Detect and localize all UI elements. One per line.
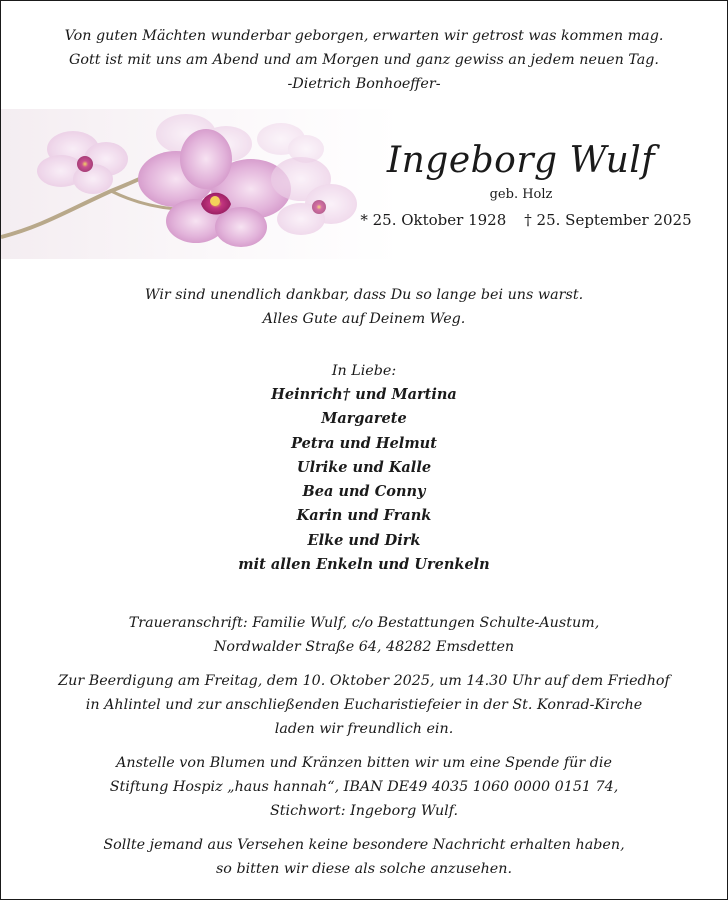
family-list [1, 383, 727, 577]
mourning-address [1, 611, 727, 659]
funeral-info [1, 669, 727, 741]
notice-line-2: so bitten wir diese als solche anzusehen. [215, 861, 513, 877]
family-member: Karin und Frank [296, 507, 432, 525]
address-line-1: Traueranschrift: Familie Wulf, c/o Bestattungen Schulte-Austum, [128, 615, 600, 631]
life-dates [341, 209, 711, 231]
family-member: Petra und Helmut [291, 434, 437, 452]
funeral-line-1: Zur Beerdigung am Freitag, dem 10. Oktober 2025, um 14.30 Uhr auf dem Friedhof [58, 673, 670, 689]
deceased-name: Ingeborg Wulf [386, 140, 656, 181]
donation-line-1: Anstelle von Blumen und Kränzen bitten wir um eine Spende für die [116, 755, 612, 771]
donation-line-2: Stiftung Hospiz „haus hannah“, IBAN DE49 4035 1060 0000 0151 74, [109, 779, 619, 795]
address-line-2: Nordwalder Straße 64, 48282 Emsdetten [213, 639, 515, 655]
funeral-line-2: in Ahlintel und zur anschließenden Eucharistiefeier in der St. Konrad-Kirche [85, 697, 643, 713]
bonhoeffer-quote [1, 24, 727, 96]
donation-info [1, 751, 727, 823]
family-member: Heinrich† und Martina [271, 386, 457, 403]
thanks-text [1, 283, 727, 331]
notice-line-1: Sollte jemand aus Versehen keine besondere Nachricht erhalten haben, [103, 837, 625, 853]
maiden-name: geb. Holz [489, 187, 553, 202]
thanks-line-2: Alles Gute auf Deinem Weg. [262, 311, 466, 327]
donation-line-3: Stichwort: Ingeborg Wulf. [269, 803, 459, 819]
quote-line-2: Gott ist mit uns am Abend und am Morgen und ganz gewiss an jedem neuen Tag. [69, 52, 659, 68]
notification-note [1, 833, 727, 881]
family-member: Margarete [321, 410, 407, 428]
thanks-line-1: Wir sind unendlich dankbar, dass Du so lange bei uns warst. [144, 287, 584, 303]
orchid-banner [1, 109, 727, 259]
family-member: Ulrike und Kalle [296, 458, 432, 476]
orchid-branch-image [1, 109, 401, 259]
quote-line-1: Von guten Mächten wunderbar geborgen, erwarten wir getrost was kommen mag. [64, 28, 664, 44]
in-love-label: In Liebe: [331, 363, 397, 379]
birth-date: * 25. Oktober 1928 [360, 211, 507, 229]
family-member: mit allen Enkeln und Urenkeln [238, 556, 490, 574]
family-member: Elke und Dirk [307, 531, 421, 549]
death-date: † 25. September 2025 [524, 211, 692, 229]
funeral-line-3: laden wir freundlich ein. [274, 721, 454, 737]
quote-author: -Dietrich Bonhoeffer- [287, 76, 441, 92]
family-member: Bea und Conny [302, 483, 426, 501]
